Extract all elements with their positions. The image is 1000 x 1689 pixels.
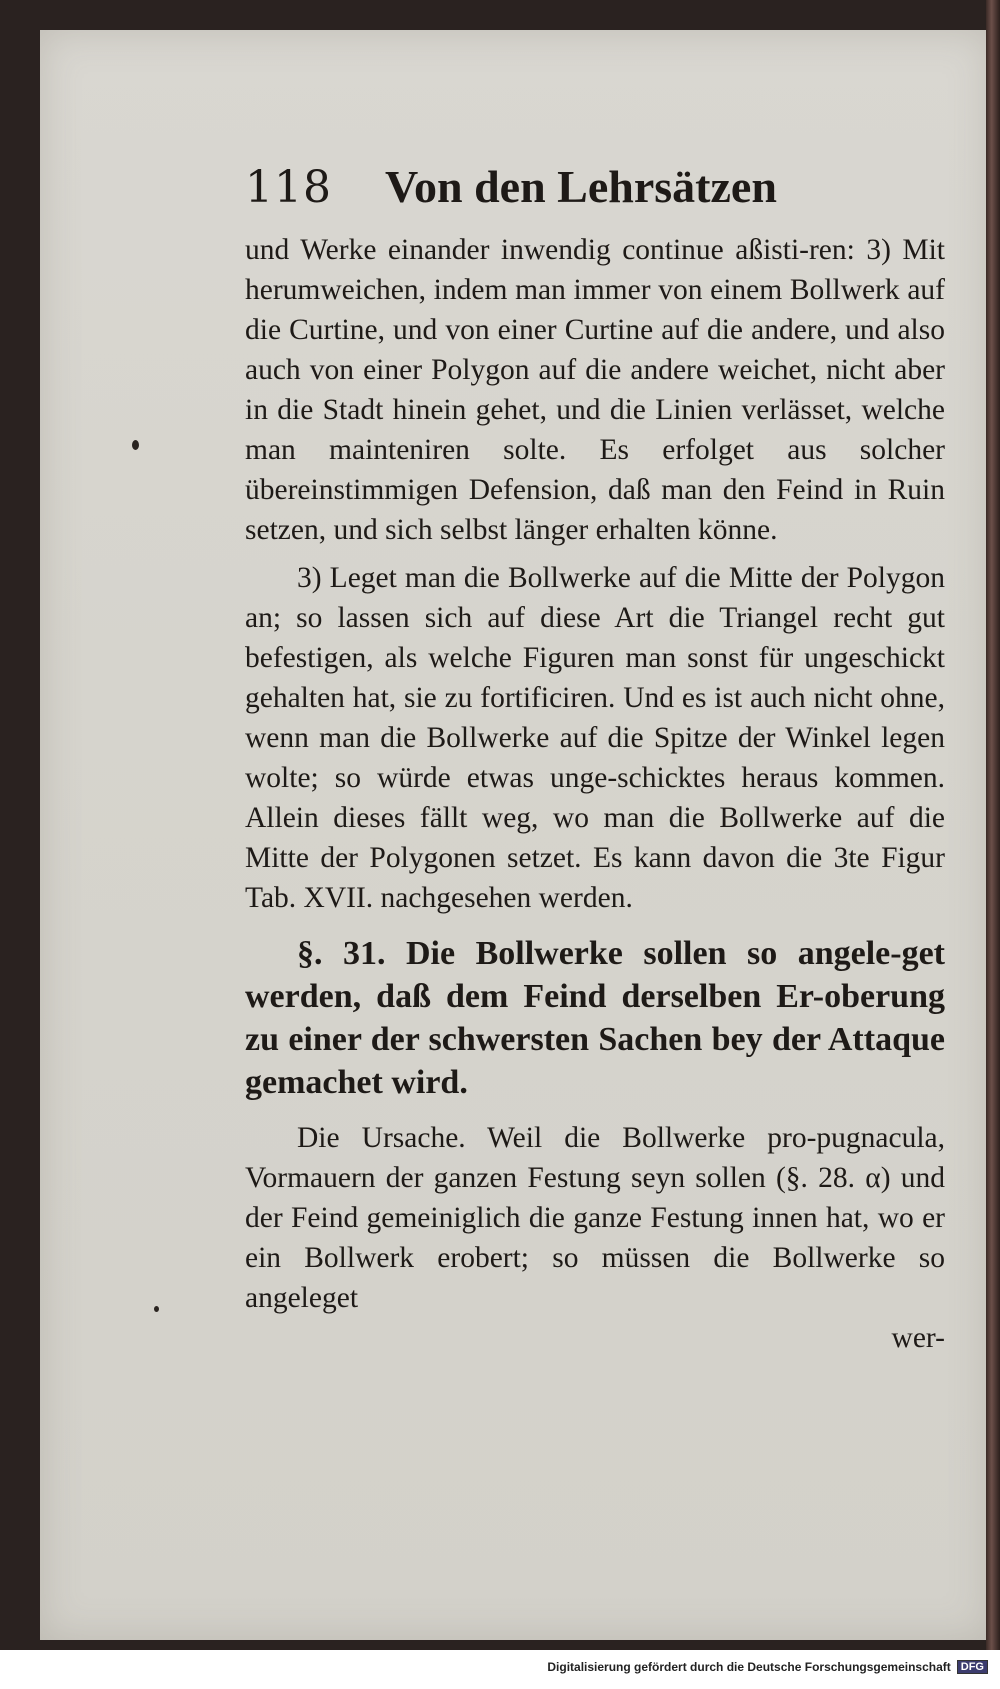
credit-text: Digitalisierung gefördert durch die Deutsche Forschungsgemeinschaft xyxy=(547,1660,951,1674)
footer-credit xyxy=(0,1652,988,1682)
page-edge xyxy=(986,0,1000,1650)
paragraph-2: 3) Leget man die Bollwerke auf die Mitte der Polygon an; so lassen sich auf diese Art die Triangel recht gut befestigen, als welche Figuren man sonst für ungeschickt gehalten hat, sie zu fortificiren. Und es ist auch nicht ohne, wenn man die Bollwerke auf die Spitze der Winkel legen wolte; so würde etwas unge-schicktes heraus kommen. Allein dieses fällt weg, wo man die Bollwerke auf die Mitte der Polygonen setzet. Es kann davon die 3te Figur Tab. XVII. nachgesehen werden. xyxy=(245,562,945,914)
paragraph-3: Die Ursache. Weil die Bollwerke pro-pugnacula, Vormauern der ganzen Festung seyn sollen (§. 28. α) und der Feind gemeiniglich die ganze Festung innen hat, wo er ein Bollwerk erobert; so müssen die Bollwerke so angeleget xyxy=(245,1122,945,1314)
page-number: 118 xyxy=(245,162,332,213)
page-content xyxy=(245,160,945,1358)
running-title: Von den Lehrsätzen xyxy=(385,161,777,212)
ink-speck xyxy=(132,440,139,450)
ink-speck xyxy=(154,1306,159,1312)
section-heading: §. 31. Die Bollwerke sollen so angele-get werden, daß dem Feind derselben Er-oberung zu einer der schwersten Sachen bey der Attaque gemachet wird. xyxy=(245,935,945,1101)
page-header xyxy=(245,160,945,230)
paragraph-1: und Werke einander inwendig continue aßisti-ren: 3) Mit herumweichen, indem man immer von einem Bollwerk auf die Curtine, und von einer Curtine auf die andere, und also auch von einer Polygon auf die andere weichet, nicht aber in die Stadt hinein gehet, und die Linien verlässet, welche man mainteniren solte. Es erfolget aus solcher übereinstimmigen Defension, daß man den Feind in Ruin setzen, und sich selbst länger erhalten könne. xyxy=(245,234,945,546)
dfg-logo: DFG xyxy=(957,1660,988,1674)
catchword: wer- xyxy=(891,1322,945,1354)
